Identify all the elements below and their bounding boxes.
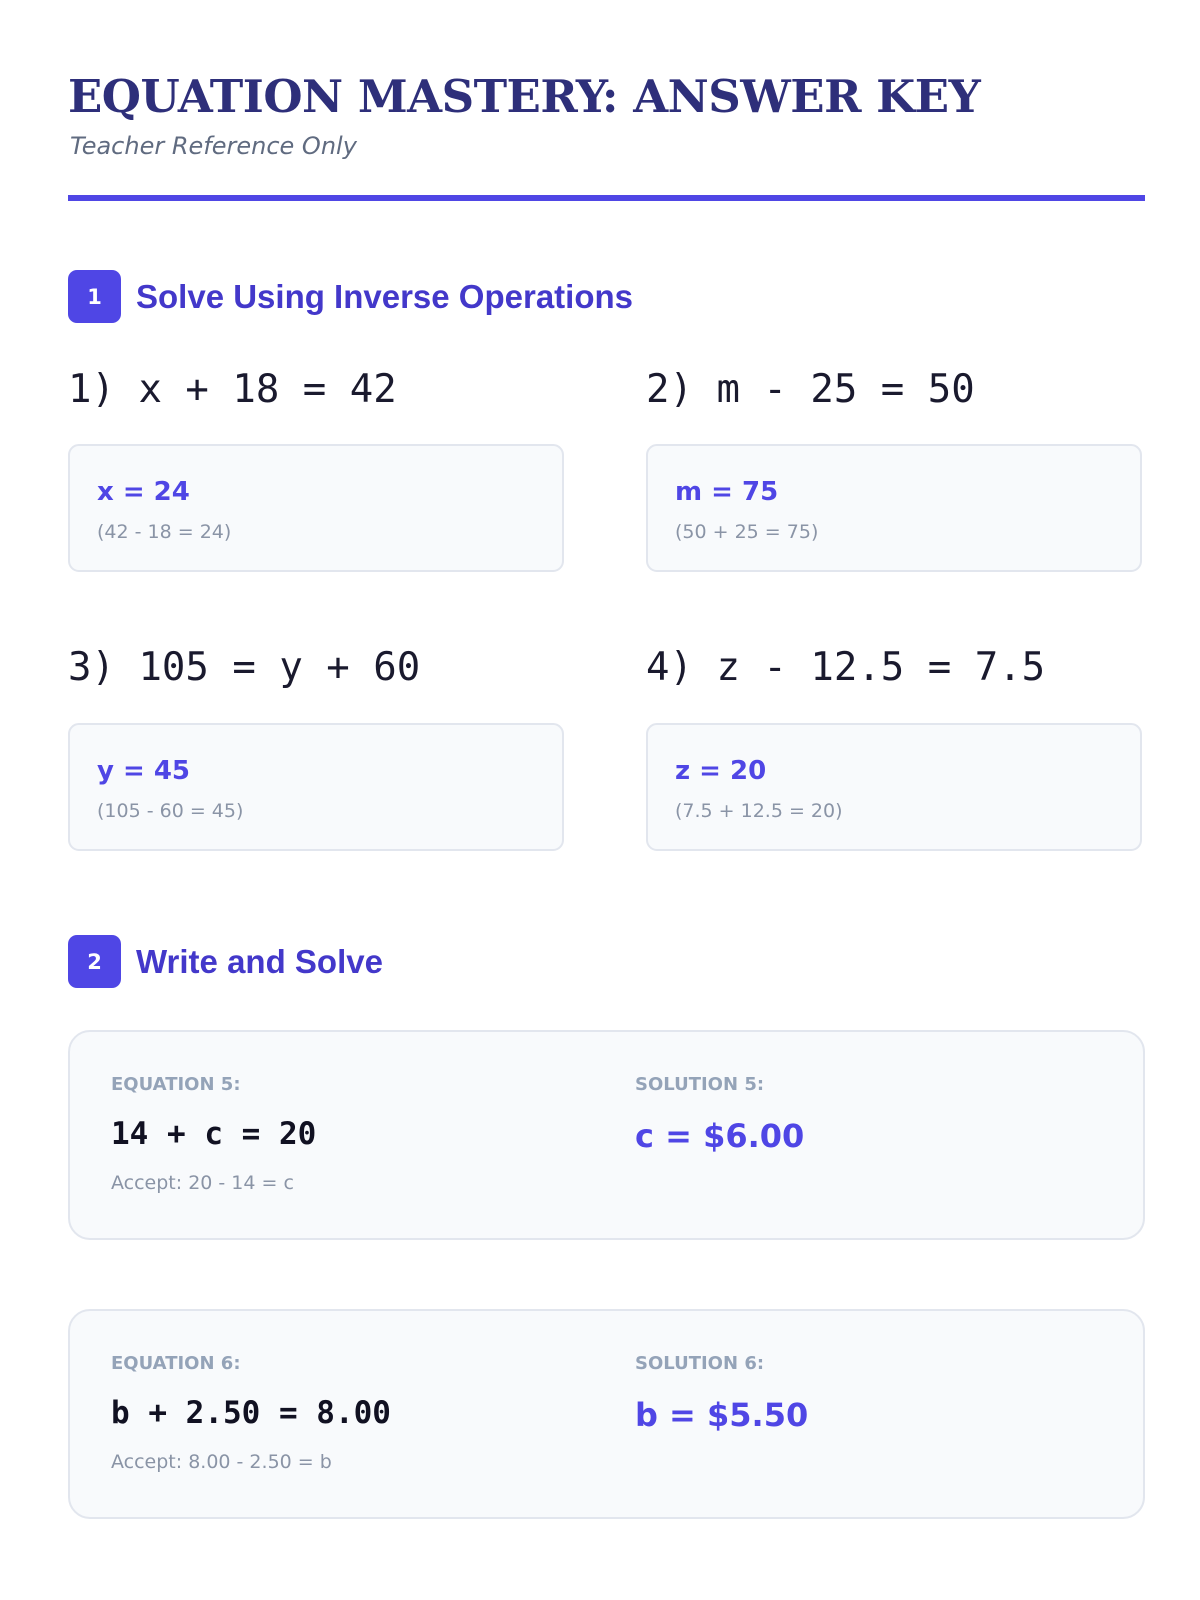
problem-4-equation: 4) z - 12.5 = 7.5: [646, 645, 1046, 690]
problem-3-answer: y = 45: [97, 756, 191, 786]
equation-5: 14 + c = 20: [111, 1116, 317, 1152]
equation-6: b + 2.50 = 8.00: [111, 1395, 391, 1431]
problem-2-answer: m = 75: [675, 477, 779, 507]
page-subtitle: Teacher Reference Only: [70, 132, 357, 160]
equation-5-accept: Accept: 20 - 14 = c: [111, 1172, 294, 1194]
solution-5: c = $6.00: [635, 1117, 805, 1155]
equation-5-label: EQUATION 5:: [111, 1074, 241, 1095]
equation-6-accept: Accept: 8.00 - 2.50 = b: [111, 1451, 332, 1473]
problem-4-answer: z = 20: [675, 756, 767, 786]
page-title: EQUATION MASTERY: ANSWER KEY: [68, 70, 981, 123]
section-2-badge: 2: [68, 935, 121, 988]
problem-2-equation: 2) m - 25 = 50: [646, 367, 975, 412]
problem-1-work: (42 - 18 = 24): [97, 521, 232, 543]
section-2-title: Write and Solve: [136, 943, 383, 980]
problem-1-answer: x = 24: [97, 477, 190, 507]
problem-3-equation: 3) 105 = y + 60: [68, 645, 421, 690]
equation-6-card: [68, 1309, 1145, 1519]
problem-3-work: (105 - 60 = 45): [97, 800, 244, 822]
problem-4-answer-card: [646, 723, 1142, 851]
problem-1-answer-card: [68, 444, 564, 572]
solution-6: b = $5.50: [635, 1396, 809, 1434]
problem-2-work: (50 + 25 = 75): [675, 521, 819, 543]
problem-3-answer-card: [68, 723, 564, 851]
equation-6-label: EQUATION 6:: [111, 1353, 241, 1374]
solution-6-label: SOLUTION 6:: [635, 1353, 765, 1374]
problem-2-answer-card: [646, 444, 1142, 572]
title-divider: [68, 195, 1145, 201]
problem-4-work: (7.5 + 12.5 = 20): [675, 800, 843, 822]
equation-5-card: [68, 1030, 1145, 1240]
problem-1-equation: 1) x + 18 = 42: [68, 367, 397, 412]
solution-5-label: SOLUTION 5:: [635, 1074, 765, 1095]
section-1-badge: 1: [68, 270, 121, 323]
section-1-title: Solve Using Inverse Operations: [136, 278, 633, 315]
